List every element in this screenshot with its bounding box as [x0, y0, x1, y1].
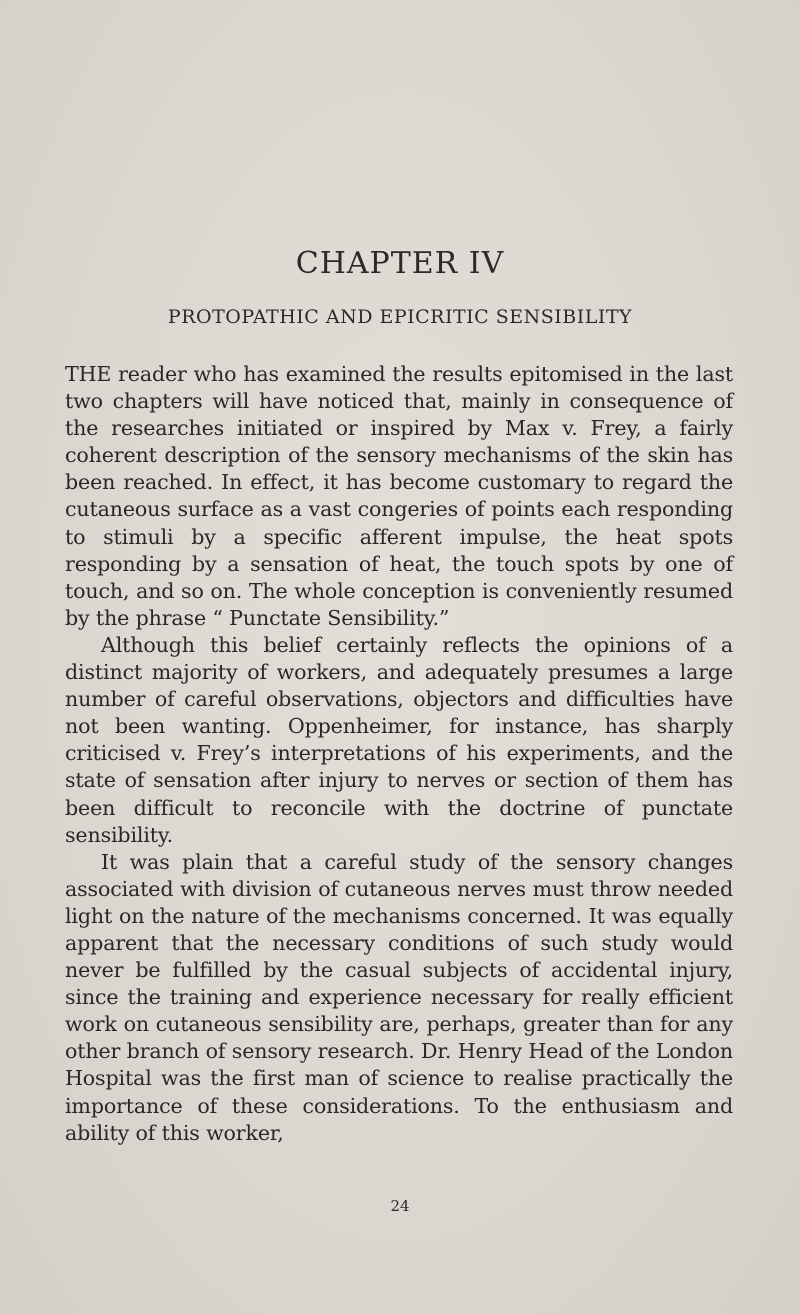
chapter-heading: CHAPTER IV [295, 246, 505, 281]
chapter-title: PROTOPATHIC AND EPICRITIC SENSIBILITY [167, 306, 633, 328]
paragraph-2: Although this belief certainly reflects the opinions of a distinct majority of workers, and adequately presumes a large number of careful observations, objectors and difficulties have not been wanting. Oppenheimer, for instance, has sharply criticised v. Frey’s interpretations of his experiments, and the state of sensation after injury to nerves or section of them has been difficult to reconcile with the doctrine of punctate sensibility. [65, 632, 733, 847]
body-text [65, 361, 733, 1147]
paragraph-3: It was plain that a careful study of the sensory changes associated with division of cutaneous nerves must throw needed light on the nature of the mechanisms concerned. It was equally apparent that the necessary conditions of such study would never be fulfilled by the casual subjects of accidental injury, since the training and experience necessary for really efficient work on cutaneous sensibility are, perhaps, greater than for any other branch of sensory research. Dr. Henry Head of the London Hospital was the first man of science to realise practically the importance of these considerations. To the enthusiasm and ability of this worker, [65, 849, 733, 1145]
paragraph-1: THE reader who has examined the results epitomised in the last two chapters will have noticed that, mainly in consequence of the researches initiated or inspired by Max v. Frey, a fairly coherent description of the sensory mechanisms of the skin has been reached. In effect, it has become customary to regard the cutaneous surface as a vast congeries of points each responding to stimuli by a specific afferent impulse, the heat spots responding by a sensation of heat, the touch spots by one of touch, and so on. The whole conception is conveniently resumed by the phrase “ Punctate Sensibility.” [65, 362, 733, 630]
page-number: 24 [390, 1197, 410, 1215]
